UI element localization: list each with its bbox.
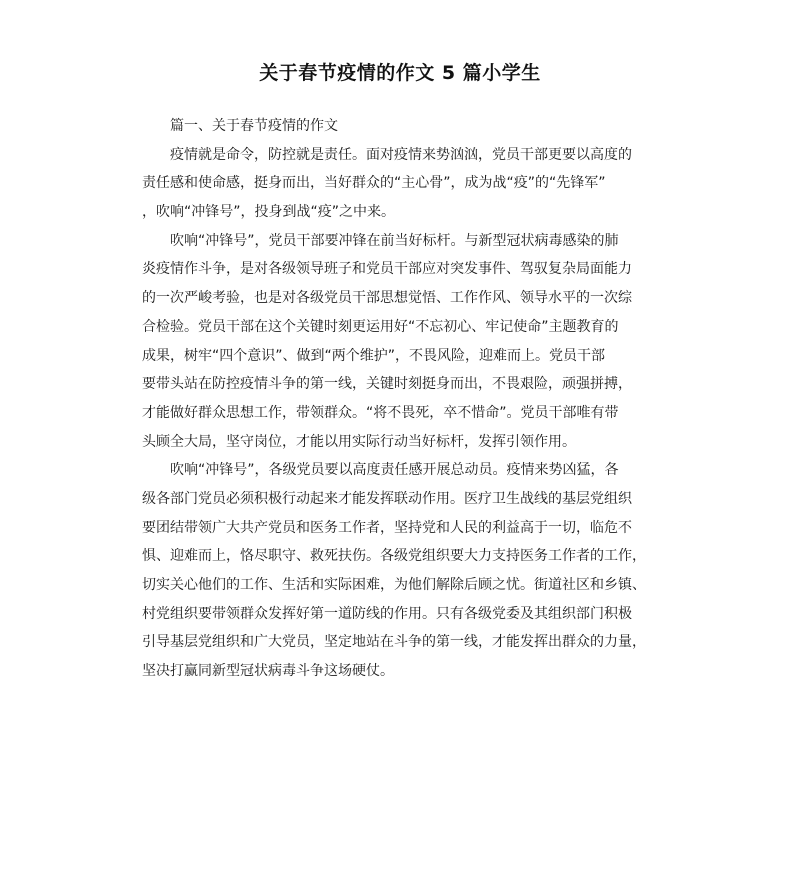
paragraph-line: 吹响“冲锋号”，各级党员要以高度责任感开展总动员。疫情来势凶猛，各: [170, 462, 619, 479]
section-heading: 篇一、关于春节疫情的作文: [170, 118, 338, 134]
paragraph-line: 责任感和使命感，挺身而出，当好群众的“主心骨”，成为战“疫”的“先锋军”: [142, 175, 606, 192]
paragraph-line: 切实关心他们的工作、生活和实际困难，为他们解除后顾之忧。街道社区和乡镇、: [142, 577, 646, 593]
paragraph-line: 合检验。党员干部在这个关键时刻更运用好“不忘初心、牢记使命”主题教育的: [142, 318, 619, 335]
paragraph-line: 惧、迎难而上，恪尽职守、救死扶伤。各级党组织要大力支持医务工作者的工作，: [142, 548, 646, 565]
paragraph-line: 要带头站在防控疫情斗争的第一线，关键时刻挺身而出，不畏艰险，顽强拼搏，: [142, 376, 632, 393]
paragraph-line: 村党组织要带领群众发挥好第一道防线的作用。只有各级党委及其组织部门积极: [142, 605, 632, 622]
paragraph-line: ，吹响“冲锋号”，投身到战“疫”之中来。: [142, 204, 396, 221]
paragraph-line: 吹响“冲锋号”，党员干部要冲锋在前当好标杆。与新型冠状病毒感染的肺: [170, 232, 619, 249]
paragraph-line: 引导基层党组织和广大党员，坚定地站在斗争的第一线，才能发挥出群众的力量，: [142, 634, 646, 651]
document-body: [142, 112, 662, 686]
paragraph-line: 才能做好群众思想工作，带领群众。“将不畏死，卒不惜命”。党员干部唯有带: [142, 404, 619, 421]
paragraph-line: 坚决打赢同新型冠状病毒斗争这场硬仗。: [142, 663, 394, 680]
paragraph-line: 成果，树牢“四个意识”、做到“两个维护”，不畏风险，迎难而上。党员干部: [142, 347, 606, 364]
paragraph-line: 级各部门党员必须积极行动起来才能发挥联动作用。医疗卫生战线的基层党组织: [142, 490, 632, 507]
paragraph-line: 的一次严峻考验，也是对各级党员干部思想觉悟、工作作风、领导水平的一次综: [142, 290, 632, 307]
document-title: 关于春节疫情的作文 5 篇小学生: [259, 62, 541, 84]
paragraph-line: 要团结带领广大共产党员和医务工作者，坚持党和人民的利益高于一切，临危不: [142, 519, 632, 536]
paragraph-line: 头顾全大局，坚守岗位，才能以用实际行动当好标杆，发挥引领作用。: [142, 433, 576, 450]
paragraph-line: 炎疫情作斗争，是对各级领导班子和党员干部应对突发事件、驾驭复杂局面能力: [142, 261, 632, 278]
paragraph-line: 疫情就是命令，防控就是责任。面对疫情来势汹汹，党员干部更要以高度的: [170, 146, 632, 163]
